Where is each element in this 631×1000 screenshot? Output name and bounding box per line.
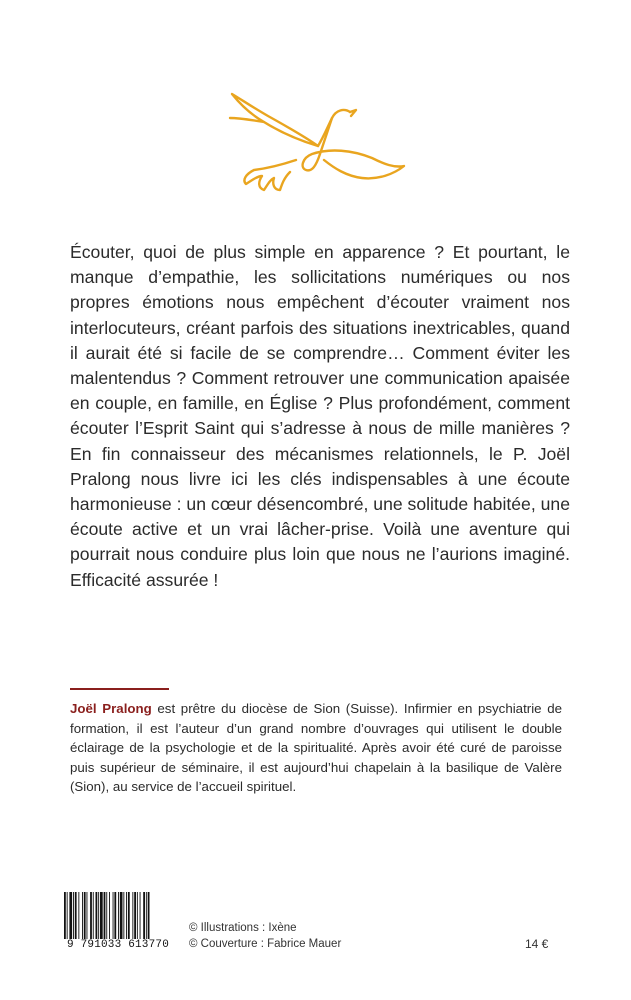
blurb-text: Écouter, quoi de plus simple en apparence ? Et pourtant, le manque d’empathie, les sollicitations numériques ou nos propres émotions nous empêchent d’écouter vraiment nos interlocuteurs, créant parfois des situations inextricables, quand il aurait été si facile de se comprendre… Comment éviter les malentendus ? Comment retrouver une communication apaisée en couple, en famille, en Église ? Plus profondément, comment écouter l’Esprit Saint qui s’adresse à nous de mille manières ? En fin connaisseur des mécanismes relationnels, le P. Joël Pralong nous livre ici les clés indispensables à une écoute harmonieuse : un cœur désencombré, une solitude habitée, une écoute active et un vrai lâcher-prise. Voilà une aventure qui pourrait nous conduire plus loin que nous ne l’aurions imaginé. Efficacité assurée !	[70, 242, 570, 590]
barcode-number: 9 791033 613770	[62, 939, 174, 951]
barcode-bar	[67, 892, 68, 942]
barcode-bar	[96, 892, 98, 942]
barcode-bar	[132, 892, 133, 942]
barcode-bar	[78, 892, 79, 942]
barcode-bar	[93, 892, 94, 942]
barcode-bar	[69, 892, 72, 942]
author-bio	[70, 699, 562, 797]
barcode-bar	[126, 892, 127, 942]
barcode-bar	[104, 892, 106, 942]
barcode-bar	[109, 892, 110, 942]
author-rule	[70, 688, 169, 690]
barcode-bar	[143, 892, 145, 942]
barcode-bar	[134, 892, 136, 942]
author-bio-text: est prêtre du diocèse de Sion (Suisse). Infirmier en psychiatrie de formation, il est l’auteur d’un grand nombre d’ouvrages qui utilisent le double éclairage de la psychologie et de la spiritualité. Après avoir été curé de paroisse puis supérieur de séminaire, il est aujourd’hui chapelain à la basilique de Valère (Sion), au service de l’accueil spirituel.	[70, 701, 562, 795]
barcode-bar	[82, 892, 83, 942]
barcode-bar	[64, 892, 66, 942]
back-cover-blurb	[70, 240, 570, 593]
barcode-bar	[87, 892, 88, 942]
barcode-bar	[146, 892, 147, 942]
barcode-bar	[118, 892, 119, 942]
barcode-bar	[75, 892, 77, 942]
barcode-bar	[137, 892, 138, 942]
barcode-bar	[90, 892, 92, 942]
price: 14 €	[525, 937, 549, 951]
credits	[189, 920, 341, 952]
author-name: Joël Pralong	[70, 701, 152, 716]
barcode-bar	[73, 892, 74, 942]
barcode-bar	[100, 892, 103, 942]
barcode-bar	[148, 892, 150, 942]
barcode-bar	[120, 892, 123, 942]
barcode-bar	[98, 892, 99, 942]
barcode-bar	[128, 892, 130, 942]
barcode-bar	[123, 892, 124, 942]
barcode-bar	[114, 892, 116, 942]
illustrations-credit: © Illustrations : Ixène	[189, 922, 297, 934]
cover-credit: © Couverture : Fabrice Mauer	[189, 938, 342, 950]
barcode-bar	[140, 892, 141, 942]
barcode-bar	[84, 892, 86, 942]
barcode-bar	[113, 892, 114, 942]
dove-icon	[224, 88, 410, 198]
barcode-bar	[106, 892, 107, 942]
